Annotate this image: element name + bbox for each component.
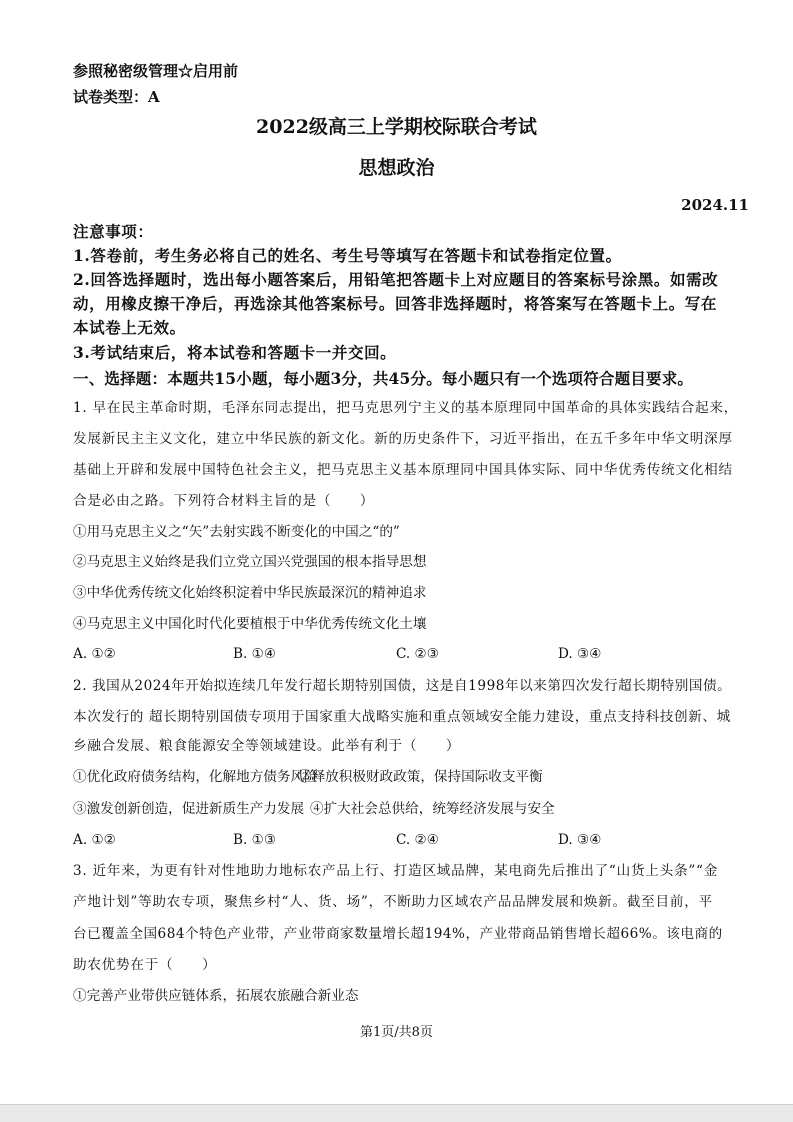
notes-heading: 注意事项： [73, 222, 154, 241]
note-line: 1.答卷前，考生务必将自己的姓名、考生号等填写在答题卡和试卷指定位置。 [73, 246, 622, 265]
question-1-choice-d[interactable]: D. ③④ [558, 646, 602, 662]
note-line: 3.考试结束后，将本试卷和答题卡一并交回。 [73, 343, 397, 362]
note-line: 动，用橡皮擦干净后，再选涂其他答案标号。回答非选择题时，将答案写在答题卡上。写在 [73, 294, 718, 313]
question-1-line: 1. 早在民主革命时期，毛泽东同志提出，把马克思列宁主义的基本原理同中国革命的具体实践结合起来， [73, 400, 739, 416]
question-2-statement: ②释放积极财政政策，保持国际收支平衡 [298, 769, 543, 785]
question-1-choice-b[interactable]: B. ①④ [233, 646, 277, 662]
question-2-line: 本次发行的 超长期特别国债专项用于国家重大战略实施和重点领域安全能力建设，重点支持科技创新、城 [73, 709, 731, 725]
question-2-choice-c[interactable]: C. ②④ [396, 832, 439, 848]
question-2-choice-d[interactable]: D. ③④ [558, 832, 602, 848]
question-2-line: 2. 我国从2024年开始拟连续几年发行超长期特别国债，这是自1998年以来第四次发行超长期特别国债。 [73, 678, 732, 694]
question-1-line: 合是必由之路。下列符合材料主旨的是（ ） [73, 493, 375, 509]
question-3-statement: ①完善产业带供应链体系，拓展农旅融合新业态 [73, 988, 359, 1004]
paper-type: 试卷类型：A [73, 88, 160, 106]
question-2-choice-b[interactable]: B. ①③ [233, 832, 277, 848]
question-1-choice-a[interactable]: A. ①② [73, 646, 116, 662]
question-2-line: 乡融合发展、粮食能源安全等领域建设。此举有利于（ ） [73, 738, 461, 754]
question-3-line: 助农优势在于（ ） [73, 957, 217, 973]
question-3-line: 3. 近年来，为更有针对性地助力地标农产品上行、打造区域品牌，某电商先后推出了“山货上头条”“金 [73, 863, 719, 879]
question-2-choice-a[interactable]: A. ①② [73, 832, 116, 848]
question-2-statement: ①优化政府债务结构，化解地方债务风险 [73, 769, 318, 785]
confidential-label: 参照秘密级管理☆启用前 [73, 62, 239, 80]
question-1-choice-c[interactable]: C. ②③ [396, 646, 439, 662]
exam-date: 2024.11 [681, 196, 749, 214]
page-footer: 第1页/共8页 [360, 1025, 433, 1040]
exam-title: 2022级高三上学期校际联合考试 [256, 116, 537, 138]
question-3-line: 台已覆盖全国684个特色产业带，产业带商家数量增长超194%，产业带商品销售增长超66%。该电商的 [73, 926, 723, 942]
question-3-line: 产地计划”等助农专项，聚焦乡村“人、货、场”，不断助力区域农产品品牌发展和焕新。截至目前，平 [73, 894, 713, 910]
page-boundary [0, 1104, 793, 1122]
question-1-statement: ③中华优秀传统文化始终积淀着中华民族最深沉的精神追求 [73, 585, 427, 601]
note-line: 2.回答选择题时，选出每小题答案后，用铅笔把答题卡上对应题目的答案标号涂黑。如需改 [73, 270, 719, 289]
section-heading: 一、选择题：本题共15小题，每小题3分，共45分。每小题只有一个选项符合题目要求。 [73, 369, 694, 388]
question-1-statement: ②马克思主义始终是我们立党立国兴党强国的根本指导思想 [73, 554, 427, 570]
question-2-statement: ③激发创新创造，促进新质生产力发展 [73, 801, 305, 817]
question-1-statement: ①用马克思主义之“矢”去射实践不断变化的中国之“的” [73, 524, 400, 540]
question-2-statement: ④扩大社会总供给，统筹经济发展与安全 [310, 801, 555, 817]
note-line: 本试卷上无效。 [73, 318, 186, 337]
question-1-statement: ④马克思主义中国化时代化要植根于中华优秀传统文化土壤 [73, 616, 427, 632]
question-1-line: 发展新民主主义文化，建立中华民族的新文化。新的历史条件下，习近平指出，在五千多年中华文明深厚 [73, 431, 733, 447]
subject-title: 思想政治 [358, 157, 435, 179]
question-1-line: 基础上开辟和发展中国特色社会主义，把马克思主义基本原理同中国具体实际、同中华优秀传统文化相结 [73, 462, 733, 478]
